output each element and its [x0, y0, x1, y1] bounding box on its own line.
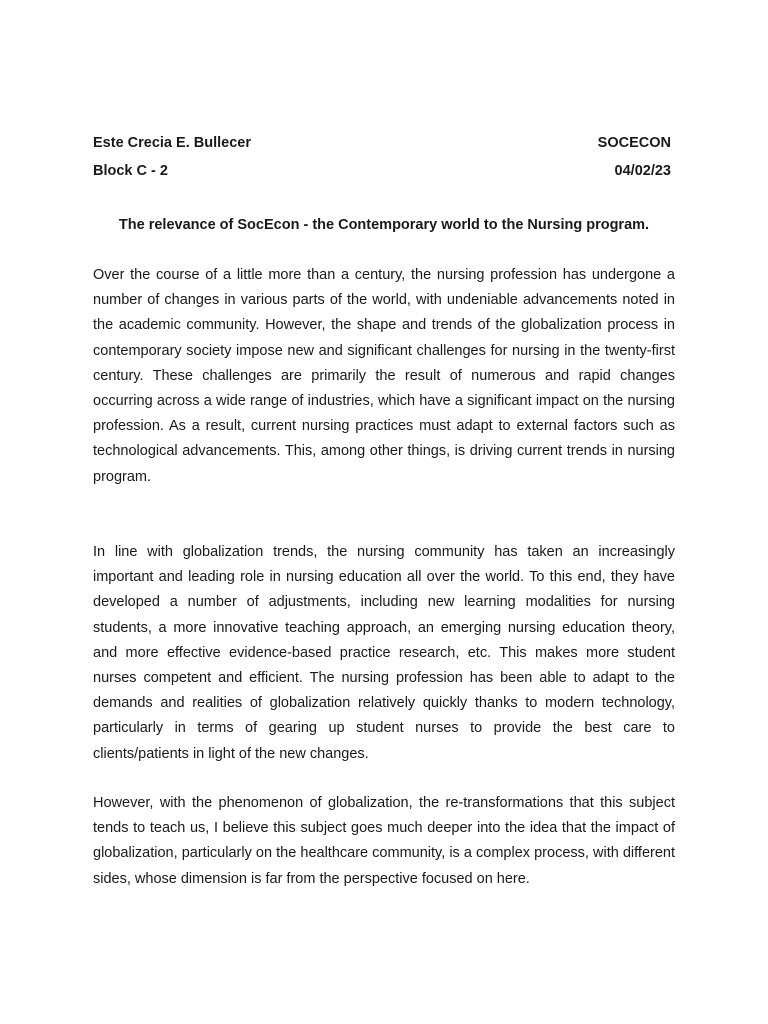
paragraph-1: Over the course of a little more than a century, the nursing profession has undergone a number of changes in various parts of the world, with undeniable advancements noted in the academic community. However, the shape and trends of the globalization process in contemporary society impose new and significant challenges for nursing in the twenty-first century. These challenges are primarily the result of numerous and rapid changes occurring across a wide range of industries, which have a significant impact on the nursing profession. As a result, current nursing practices must adapt to external factors such as technological advancements. This, among other things, is driving current trends in nursing program. — [93, 267, 675, 485]
header-row-2 — [93, 162, 671, 180]
document-date: 04/02/23 — [614, 163, 671, 179]
paragraph-2: In line with globalization trends, the nursing community has taken an increasingly important and leading role in nursing education all over the world. To this end, they have developed a number of adjustments, including new learning modalities for nursing students, a more innovative teaching approach, an emerging nursing education theory, and more effective evidence-based practice research, etc. This makes more student nurses competent and efficient. The nursing profession has been able to adapt to the demands and realities of globalization relatively quickly thanks to modern technology, particularly in terms of gearing up student nurses to provide the best care to clients/patients in light of the new changes. — [93, 544, 675, 762]
paragraph-3: However, with the phenomenon of globalization, the re-transformations that this subject tends to teach us, I believe this subject goes much deeper into the idea that the impact of globalization, particularly on the healthcare community, is a complex process, with different sides, whose dimension is far from the perspective focused on here. — [93, 795, 675, 887]
course-code: SOCECON — [597, 135, 671, 151]
author-name: Este Crecia E. Bullecer — [93, 135, 251, 151]
block-section: Block C - 2 — [93, 163, 168, 179]
essay-title: The relevance of SocEcon - the Contemporary world to the Nursing program. — [118, 217, 650, 233]
header-row-1 — [93, 134, 671, 152]
